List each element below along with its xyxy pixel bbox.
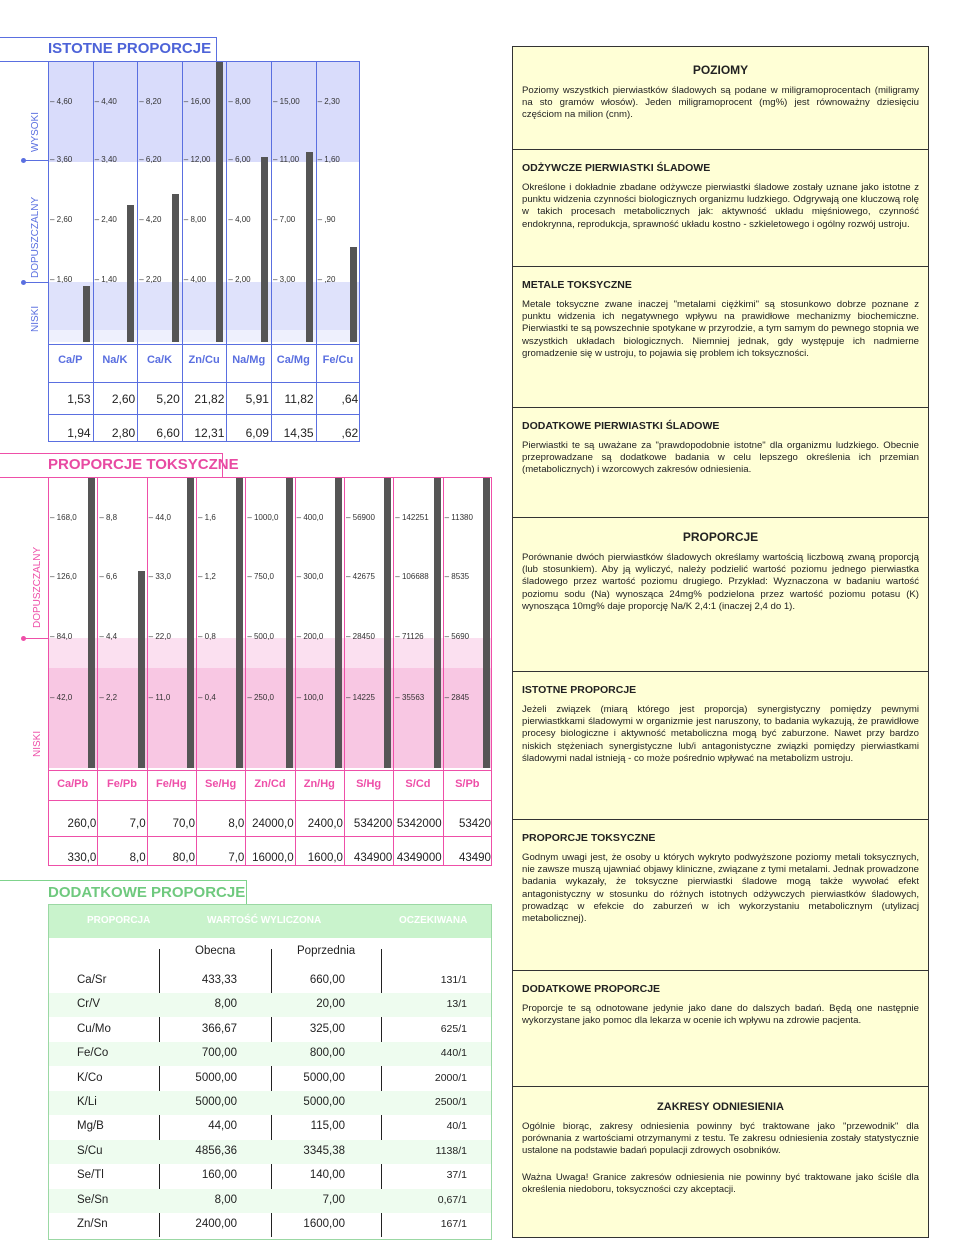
tick-label: – 8,8 [99,513,118,522]
current-value: 8,00 [214,998,237,1011]
column-divider [271,62,272,442]
title-underline [0,37,216,38]
tick-label: – 42,0 [50,693,73,702]
info-section-title: DODATKOWE PIERWIASTKI ŚLADOWE [522,420,720,432]
bar-ca-mg [306,152,313,342]
current-value: 5,20 [156,392,180,406]
tick-label: – 84,0 [50,632,73,641]
row-divider [48,414,360,415]
info-section-title: POZIOMY [692,63,749,77]
column-divider [137,62,138,442]
table-row [49,1018,491,1042]
info-section [513,518,928,672]
bar-ca-p [83,286,90,342]
info-section [513,150,928,267]
previous-value: 1,94 [67,426,91,440]
previous-value: 8,0 [129,852,146,864]
tick-label: – 106688 [395,572,429,581]
tick-label: – 2,2 [99,693,118,702]
info-section-text: Ogólnie biorąc, zakresy odniesienia powinny być traktowane jako "przewodnik" dla porównania z wartościami otrzymanymi z testu. Te zakresu odniesienia zostały statystycznie ustalone na podstawie badań populacji zdrowych osobników. [522,1121,919,1157]
bar-zn-cd [286,478,293,768]
tick-label: – 11,0 [148,693,171,702]
tick-label: – 7,00 [273,215,296,224]
expected-value: 167/1 [440,1218,467,1230]
tick-label: – 3,60 [50,155,73,164]
zone-marker-line [24,160,48,161]
current-value: 5342000 [396,818,442,830]
info-section [513,1087,928,1239]
table-row [49,1042,491,1066]
current-value: 260,0 [67,818,97,830]
ratio-name: Se/Sn [77,1193,109,1206]
column-header: S/Cd [405,778,431,790]
tick-label: – 2,30 [317,97,340,106]
tick-label: – 2,20 [139,275,162,284]
tick-label: – 3,00 [273,275,296,284]
current-value: 24000,0 [252,818,294,830]
column-header: Ca/Pb [57,778,89,790]
ratio-name: K/Li [77,1096,97,1108]
ratio-name: K/Co [77,1071,103,1084]
expected-value: 625/1 [440,1022,467,1035]
bar-se-hg [236,478,243,768]
current-value: 21,82 [194,392,225,406]
tick-label: – 11,00 [273,155,300,164]
previous-value: 7,00 [322,1193,345,1206]
info-section [513,672,928,820]
tick-label: – 56900 [345,513,375,522]
current-value: 53420 [458,818,491,830]
column-divider [295,478,296,866]
info-section-text: Metale toksyczne zwane inaczej "metalami ciężkimi" są stosunkowo dobrze poznane z punktu widzenia ich negatywnego wpływu na prawidłowe mechanizmy biochemiczne. Pierwiastki te są powszechnie spotykane w przyrodzie, a tym samym do pewnego stopnia we wszystkich układach biologicznych. Niemniej jednak, gdy występuje ich nadmierne gromadzenie się w ustroju, to pojawia się problem ich toksyczności. [522,299,919,359]
column-header: S/Hg [356,778,382,790]
zone-marker-dot [21,280,26,285]
info-section-text: Porównanie dwóch pierwiastków śladowych określamy wartością liczbową zwaną proporcją (lub stosunkiem). Aby ją wyliczyć, należy podzielić wartość poziomu jednego pierwiastka śladowego przez wartość poziomu drugiego. Przykład: Wyznaczona w badaniu wartość poziomu sodu (Na) wynosząca 24mg% podzielona przez wartość poziomu potasu (K) wynosząca 10mg% daje proporcję Na/K 2,4:1 (inaczej 2,4 do 1). [522,552,919,612]
column-divider [147,478,148,866]
tick-label: – 8535 [444,572,470,581]
current-value: 8,00 [214,1193,237,1206]
expected-value: 40/1 [446,1120,467,1133]
tick-label: – 5690 [444,632,470,641]
tick-label: – 2,60 [50,215,73,224]
table-row [49,1213,491,1237]
bar-s-hg [384,478,391,768]
tick-label: – 4,20 [139,215,162,224]
tick-label: – 4,60 [50,97,73,106]
zone-marker-dot [21,636,26,641]
ratio-name: Se/Tl [77,1169,104,1182]
tick-label: – 35563 [395,693,425,702]
istotne-proporcje-title: ISTOTNE PROPORCJE [48,40,212,57]
column-header: Zn/Cd [254,778,286,790]
dodatkowe-proporcje-table [48,904,492,1240]
current-value: 1,53 [67,392,91,406]
previous-value: 115,00 [310,1120,345,1133]
tick-label: – 4,00 [183,275,207,284]
tick-label: – 0,8 [197,632,216,641]
current-value: 160,00 [201,1169,237,1182]
tick-label: – 28450 [345,632,375,641]
row-divider [48,836,492,837]
bar-na-mg [261,157,268,342]
expected-value: 13/1 [446,998,467,1011]
row-divider [48,800,492,801]
current-value: 5000,00 [195,1071,237,1084]
previous-value: 1600,00 [303,1218,345,1230]
tick-label: – 500,0 [247,632,275,641]
previous-value: 325,00 [309,1022,345,1035]
tick-label: – 42675 [345,572,375,581]
ratio-name: Ca/Sr [77,974,107,986]
current-value: 5000,00 [195,1096,237,1108]
tick-label: – 71126 [395,632,424,641]
current-value: 5,91 [245,392,269,406]
current-value: 44,00 [208,1120,237,1133]
column-divider [393,478,394,866]
ratio-name: S/Cu [77,1144,103,1157]
info-section [513,971,928,1087]
column-divider [93,62,94,442]
title-underline [0,880,246,881]
tick-label: – 15,00 [273,97,300,106]
tick-label: – 1,60 [317,155,340,164]
expected-value: 1138/1 [435,1144,467,1157]
previous-value: 434900 [353,852,393,864]
table-row [49,969,491,993]
zone-label-dopuszczalny: DOPUSZCZALNY [32,546,43,628]
title-divider [246,880,247,904]
bar-fe-pb [138,571,145,768]
previous-value: 5000,00 [303,1096,345,1108]
expected-value: 0,67/1 [437,1193,467,1206]
chart-frame [48,62,360,442]
current-value: 2400,0 [307,818,343,830]
table-row [49,1067,491,1091]
title-divider [222,453,223,478]
tick-label: – 100,0 [296,693,324,702]
tick-label: – 4,4 [99,632,118,641]
tick-label: – 250,0 [247,693,275,702]
previous-value: 2,80 [111,426,136,440]
column-divider [316,62,317,442]
tick-label: – 1000,0 [247,513,279,522]
bar-s-cd [434,478,441,768]
info-section [513,267,928,408]
tick-label: – 22,0 [148,632,171,641]
tick-label: – 4,40 [94,97,117,106]
current-value: 4856,36 [195,1144,237,1157]
previous-value: 660,00 [309,974,345,986]
tick-label: – 2845 [444,693,470,702]
bar-fe-cu [350,247,357,342]
tick-label: – 4,00 [228,215,251,224]
previous-value: 7,0 [228,852,245,864]
proporcje-toksyczne-title: PROPORCJE TOKSYCZNE [48,456,239,473]
previous-value: 20,00 [316,998,345,1011]
zone-marker-dot [21,158,26,163]
column-divider [344,478,345,866]
dodatkowe-proporcje-title: DODATKOWE PROPORCJE [48,884,246,901]
expected-value: 440/1 [440,1047,467,1060]
tick-label: – 1,6 [197,513,216,522]
info-section-title: PROPORCJE [682,530,759,544]
previous-value: 12,31 [194,426,225,440]
zone-label-wysoki: WYSOKI [30,111,41,152]
expected-value: 2000/1 [434,1071,467,1084]
tick-label: – 8,00 [183,215,207,224]
tick-label: – 8,00 [228,97,251,106]
tick-label: – 750,0 [247,572,275,581]
tick-label: – 2,40 [94,215,117,224]
header-oczekiwana: OCZEKIWANA [399,915,468,926]
ratio-name: Cu/Mo [77,1022,111,1035]
info-section-text: Określone i dokładnie zbadane odżywcze pierwiastki śladowe zostały uznane jako istotne z punktu widzenia czynności biologicznych organizmu ludzkiego. Odgrywają one kluczową rolę w takich procesach metabolicznych jak: aktywność układu mięśniowego, czynność endokrynna, reprodukcja, sprawność układu kostno - szkieletowego i ogólny rozwój ustroju. [522,182,919,230]
zone-marker-line [24,638,48,639]
info-section-text: Pierwiastki te są uważane za "prawdopodobnie istotne" dla organizmu ludzkiego. Obecnie przeprowadzane są dodatkowe badania w celu lepszego określenia ich przemian (metabolicznych) i wzorcowych zakresów odniesienia. [522,440,919,476]
subheader-poprzednia: Poprzednia [297,945,356,957]
column-header: Fe/Cu [322,354,354,366]
column-header: Ca/Mg [276,354,310,366]
tick-label: – 168,0 [50,513,77,522]
previous-value: 6,60 [156,426,180,440]
column-header: Se/Hg [205,778,237,790]
table-row [49,1115,491,1139]
tick-label: – 12,00 [183,155,211,164]
column-header: Na/Mg [232,354,266,366]
row-divider [48,344,360,345]
previous-value: 4349000 [396,852,442,864]
column-header: Ca/P [58,354,83,366]
subheader-obecna: Obecna [195,945,236,957]
bar-ca-k [172,194,179,342]
current-value: 7,0 [129,818,146,830]
zone-marker-line [24,282,48,283]
info-section-title: ZAKRESY ODNIESIENIA [657,1101,784,1113]
column-header: Fe/Hg [156,778,187,790]
info-section [513,47,928,150]
current-value: 700,00 [201,1047,237,1060]
previous-value: 80,0 [172,852,195,864]
current-value: 2400,00 [195,1218,237,1230]
expected-value: 2500/1 [434,1096,467,1108]
table-row [49,993,491,1017]
tick-label: – 300,0 [296,572,324,581]
info-section-text: Godnym uwagi jest, że osoby u których wykryto podwyższone poziomy metali toksycznych, nie zawsze muszą ujawniać objawy kliniczne, związane z tymi metalami. Jednak prowadzone badania wykazały, że toksyczne pierwiastki śladowe mogą także wywołać efekt antagonistyczny w stosunku do różnych istotnych odżywczych pierwiastków śladowych, prowadząc w efekcie do zaburzeń w ich wykorzystaniu metabolicznym (utylizacj metabolicznej). [522,852,919,925]
info-section [513,820,928,971]
table-header [49,905,491,938]
column-header: Zn/Cu [188,354,220,366]
tick-label: – 1,60 [50,275,73,284]
tick-label: – 200,0 [296,632,324,641]
tick-label: – 44,0 [148,513,171,522]
tick-label: – 8,20 [139,97,162,106]
column-header: S/Pb [455,778,480,790]
previous-value: 330,0 [67,852,97,864]
zone-label-dopuszczalny: DOPUSZCZALNY [30,196,41,278]
info-section-text: Proporcje te są odnotowane jedynie jako dane do dalszych badań. Będą one następnie wykorzystane jako pomoc dla lekarza w ocenie ich wpływu na zdrowie pacjenta. [522,1003,919,1027]
current-value: ,64 [341,392,359,406]
title-underline [0,453,222,454]
table-row [49,1189,491,1213]
previous-value: ,62 [341,426,359,440]
tick-label: – ,90 [317,215,336,224]
column-divider [443,478,444,866]
tick-label: – 400,0 [296,513,324,522]
previous-value: 800,00 [309,1047,345,1060]
tick-label: – 14225 [345,693,375,702]
chart-frame [48,478,492,866]
info-section-title: PROPORCJE TOKSYCZNE [522,832,656,844]
tick-label: – 6,20 [139,155,162,164]
expected-value: 131/1 [440,974,467,986]
column-divider [182,62,183,442]
header-proporcja: PROPORCJA [87,915,151,926]
previous-value: 16000,0 [252,852,294,864]
tick-label: – 11380 [444,513,473,522]
info-section-text: Poziomy wszystkich pierwiastków śladowych są podane w miligramoprocentach (miligramy na sto gramów włosów). Jeden miligramoprocent (mg%) jest równoważny dziesięciu częściom na milion (cnm). [522,85,919,121]
zone-label-niski: NISKI [30,305,41,332]
column-header: Na/K [102,354,128,366]
tick-label: – ,20 [317,275,336,284]
current-value: 534200 [353,818,393,830]
row-divider [48,382,360,383]
tick-label: – 3,40 [94,155,117,164]
info-section-text: Jeżeli związek (miarą którego jest proporcja) synergistyczny pomiędzy pewnymi pierwiastkkami śladowymi w organizmie jest naruszony, to badania wykazują, że prawidłowe procesy biologiczne i aktywność metaboliczna mogą być zaburzone. Nawet przy bardzo niskich stężeniach synergistyczne lub/i antagonistyczne związki pomiędzy pierwiastkami śladowymi nadal istnieją - co może pośrednio wpływać na metabolizm ustroju. [522,704,919,764]
current-value: 11,82 [284,392,314,406]
tick-label: – 126,0 [50,572,77,581]
tick-label: – 1,40 [94,275,117,284]
current-value: 2,60 [111,392,136,406]
tick-label: – 6,6 [99,572,118,581]
previous-value: 3345,38 [303,1144,345,1157]
table-row [49,1140,491,1164]
ratio-name: Zn/Sn [77,1218,108,1230]
column-divider [226,62,227,442]
row-divider [48,770,492,771]
previous-value: 14,35 [283,426,314,440]
previous-value: 5000,00 [303,1071,345,1084]
info-panel [512,46,929,1238]
info-section-title: ODŻYWCZE PIERWIASTKI ŚLADOWE [522,162,711,174]
bar-na-k [127,205,134,342]
previous-value: 6,09 [245,426,269,440]
tick-label: – 16,00 [183,97,211,106]
column-header: Ca/K [146,354,173,366]
ratio-name: Mg/B [77,1120,104,1133]
info-section-title: DODATKOWE PROPORCJE [522,983,661,995]
tick-label: – 6,00 [228,155,251,164]
current-value: 70,0 [172,818,195,830]
tick-label: – 0,4 [197,693,216,702]
bar-s-pb [483,478,490,768]
tick-label: – 142251 [395,513,429,522]
bar-zn-cu [216,62,223,342]
current-value: 8,0 [228,818,245,830]
bar-ca-pb [88,478,95,768]
column-divider [245,478,246,866]
bar-fe-hg [187,478,194,768]
ratio-name: Fe/Co [77,1047,109,1060]
previous-value: 1600,0 [307,852,343,864]
expected-value: 37/1 [446,1169,467,1182]
tick-label: – 33,0 [148,572,171,581]
ratio-name: Cr/V [77,998,100,1011]
zone-label-niski: NISKI [32,730,43,757]
info-section [513,408,928,518]
info-section-note: Ważna Uwaga! Granice zakresów odniesienia nie powinny być traktowane jako ściśle dla określenia niedoboru, toksyczności czy akceptacji. [522,1171,919,1195]
column-divider [97,478,98,866]
tick-label: – 2,00 [228,275,251,284]
current-value: 433,33 [201,974,237,986]
column-header: Fe/Pb [107,778,137,790]
column-divider [196,478,197,866]
info-section-title: METALE TOKSYCZNE [522,279,632,291]
current-value: 366,67 [201,1022,237,1035]
bar-zn-hg [335,478,342,768]
table-row [49,1091,491,1115]
previous-value: 140,00 [309,1169,345,1182]
table-row [49,1164,491,1188]
column-header: Zn/Hg [303,778,335,790]
title-divider [216,37,217,62]
info-section-title: ISTOTNE PROPORCJE [522,684,637,696]
header-wartosc: WARTOŚĆ WYLICZONA [207,915,322,926]
tick-label: – 1,2 [197,572,216,581]
previous-value: 43490 [458,852,491,864]
